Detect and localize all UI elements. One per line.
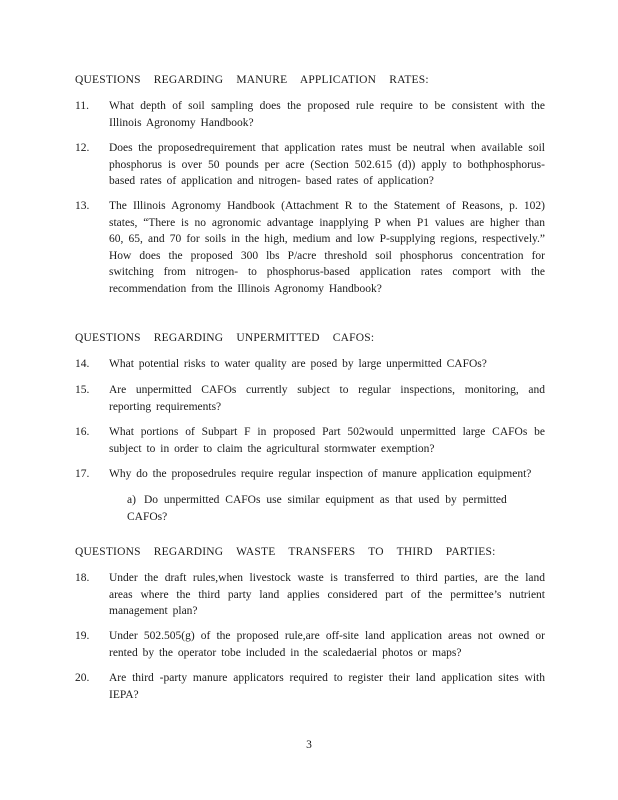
section-heading-unpermitted-cafos: QUESTIONS REGARDING UNPERMITTED CAFOS: bbox=[75, 332, 375, 344]
page-number: 3 bbox=[306, 739, 312, 751]
question-18 bbox=[75, 570, 545, 620]
question-text: Does the proposedrequirement that application rates must be neutral when available soil phosphorus is over 50 pounds per acre (Section 502.615 (d)) apply to bothphosphorus-based rates of application and nitrogen- based rates of application? bbox=[109, 142, 545, 187]
question-number: 19. bbox=[75, 630, 90, 642]
question-text: Are unpermitted CAFOs currently subject to regular inspections, monitoring, and reporting requirements? bbox=[109, 384, 545, 413]
question-number: 12. bbox=[75, 142, 90, 154]
question-text: What depth of soil sampling does the proposed rule require to be consistent with the Illinois Agronomy Handbook? bbox=[109, 100, 545, 129]
question-number: 17. bbox=[75, 468, 90, 480]
question-14 bbox=[75, 356, 545, 373]
question-number: 20. bbox=[75, 672, 90, 684]
question-text: What portions of Subpart F in proposed Part 502would unpermitted large CAFOs be subject to in order to claim the agricultural stormwater exemption? bbox=[109, 426, 545, 455]
question-number: 18. bbox=[75, 572, 90, 584]
question-number: 15. bbox=[75, 384, 90, 396]
sub-question-17a bbox=[127, 492, 547, 525]
sub-question-letter: a) bbox=[127, 494, 136, 506]
question-text: The Illinois Agronomy Handbook (Attachment R to the Statement of Reasons, p. 102) states, “There is no agronomic advantage inapplying P when P1 values are higher than 60, 65, and 70 for soils in the high, medium and low P-supplying regions, respectively.” How does the proposed 300 lbs P/acre threshold soil phosphorus concentration for switching from nitrogen- to phosphorus-based application rates comport with the recommendation from the Illinois Agronomy Handbook? bbox=[109, 200, 545, 295]
question-17 bbox=[75, 466, 545, 483]
section-heading-waste-transfers: QUESTIONS REGARDING WASTE TRANSFERS TO THIRD PARTIES: bbox=[75, 546, 496, 558]
question-text: Under 502.505(g) of the proposed rule,are off-site land application areas not owned or rented by the operator tobe included in the scaledaerial photos or maps? bbox=[109, 630, 545, 659]
question-text: Are third -party manure applicators required to register their land application sites with IEPA? bbox=[109, 672, 545, 701]
question-text: Under the draft rules,when livestock waste is transferred to third parties, are the land areas where the third party land applies considered part of the permittee’s nutrient management plan? bbox=[109, 572, 545, 617]
question-number: 14. bbox=[75, 358, 90, 370]
question-16 bbox=[75, 424, 545, 457]
question-20 bbox=[75, 670, 545, 703]
question-19 bbox=[75, 628, 545, 661]
question-11 bbox=[75, 98, 545, 131]
question-number: 13. bbox=[75, 200, 90, 212]
question-number: 16. bbox=[75, 426, 90, 438]
question-13 bbox=[75, 198, 545, 297]
question-text: What potential risks to water quality are posed by large unpermitted CAFOs? bbox=[109, 358, 487, 370]
question-15 bbox=[75, 382, 545, 415]
sub-question-text: Do unpermitted CAFOs use similar equipment as that used by permitted CAFOs? bbox=[127, 494, 507, 523]
question-12 bbox=[75, 140, 545, 190]
question-number: 11. bbox=[75, 100, 89, 112]
section-heading-application-rates: QUESTIONS REGARDING MANURE APPLICATION RATES: bbox=[75, 74, 429, 86]
question-text: Why do the proposedrules require regular inspection of manure application equipment? bbox=[109, 468, 532, 480]
